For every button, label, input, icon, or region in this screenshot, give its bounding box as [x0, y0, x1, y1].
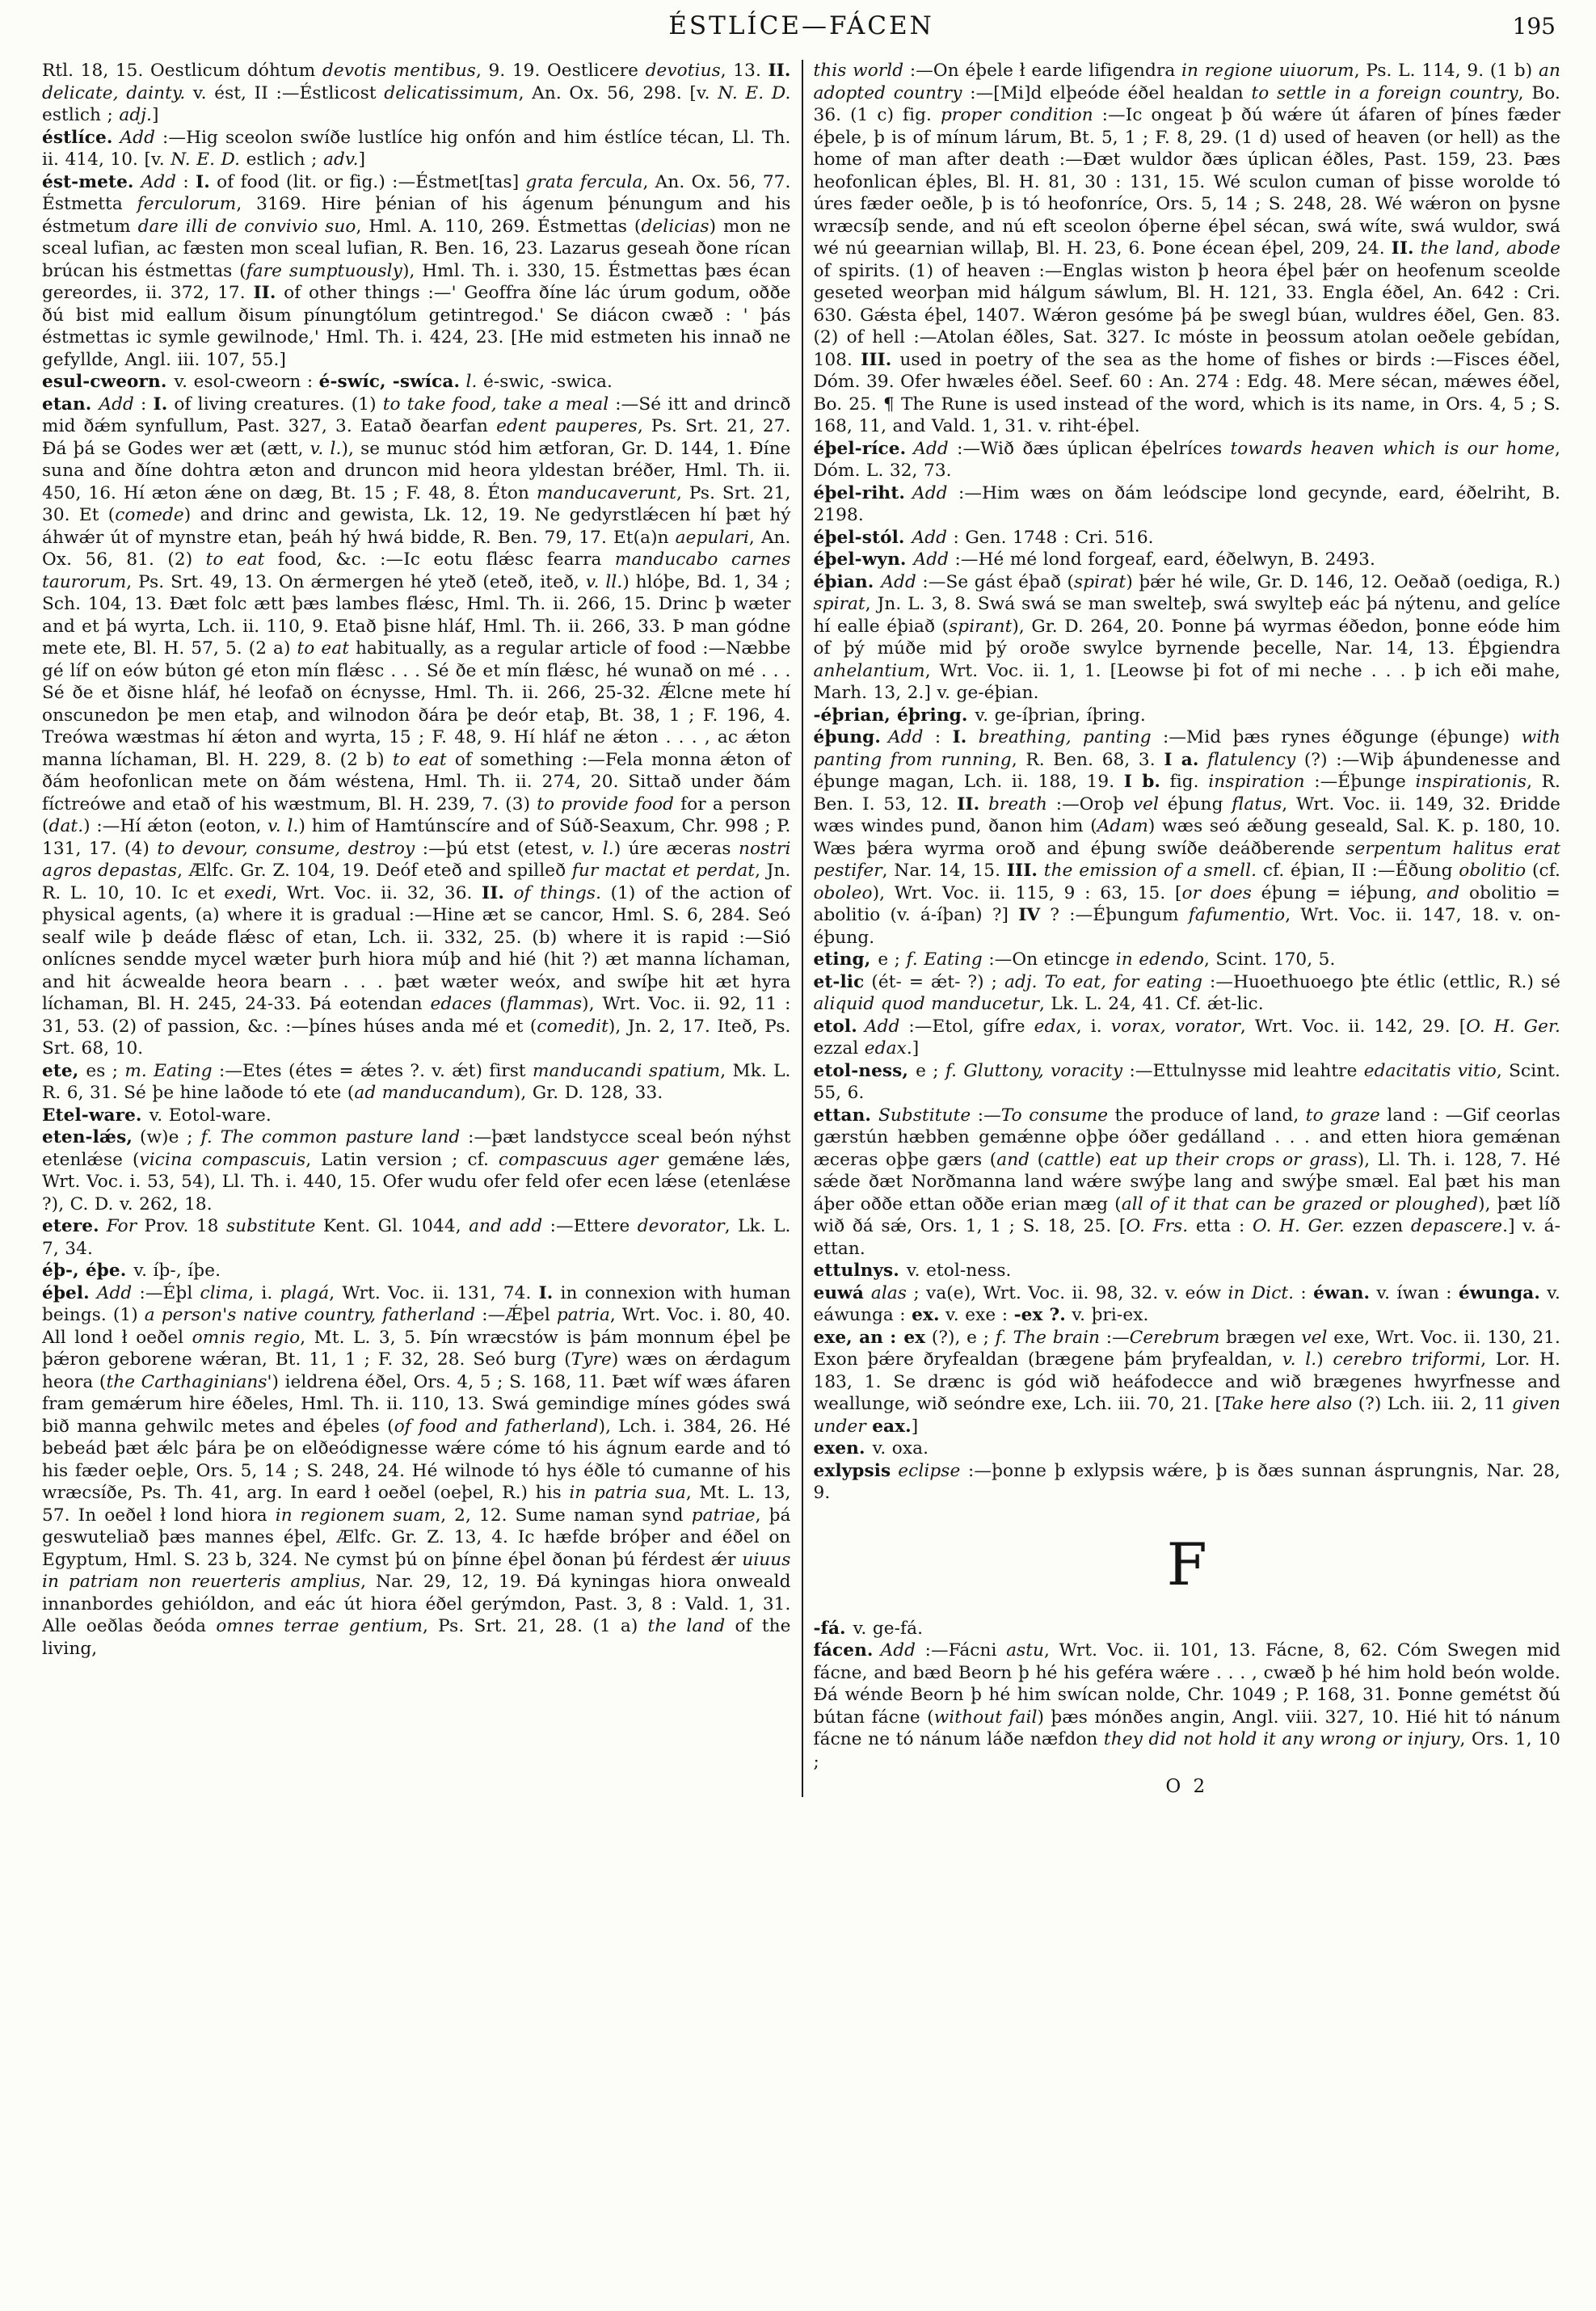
entry-headword: -fá.: [813, 1618, 846, 1639]
dictionary-entry: eten-lǽs, (w)e ; f. The common pasture land :—þæt landstycce sceal beón nýhst etenlǽse (vicina compascuis, Latin version ; cf. compascuus ager gemǽne lǽs, Wrt. Voc. i. 53, 54), Ll. Th. i. 440, 15. Ofer wudu ofer feld ofer ecen lǽse (etenlǽse ?), C. D. v. 262, 18.: [42, 1127, 791, 1214]
dictionary-entry: exen. v. oxa.: [813, 1438, 929, 1459]
dictionary-entry: éþel. Add :—Éþl clima, i. plagá, Wrt. Voc. ii. 131, 74. I. in connexion with human beings. (1) a person's native country, fatherland :—Ǽþel patria, Wrt. Voc. i. 80, 40. All lond ł oeðel omnis regio, Mt. L. 3, 5. Þín wræcstów is þám monnum éþel þe þǽron geborene wǽran, Bt. 11, 1 ; F. 32, 28. Seó burg (Tyre) wæs on ǽrdagum heora (the Carthaginians') ieldrena éðel, Ors. 4, 5 ; S. 168, 11. Þæt wíf wæs áfaren fram gemǽrum hire éðeles, Hml. Th. ii. 110, 13. Swá gemindige mínes gódes swá bið manna gehwilc metes and éþeles (of food and fatherland), Lch. i. 384, 26. Hé bebeád þæt ǽlc þára þe on elðeódignesse wǽre cóme tó his ágnum earde and tó his fæder oeþle, Ors. 5, 14 ; S. 248, 24. Hé wilnode tó hys éðle tó cumanne of his wræcsíðe, Ps. Th. 41, arg. In eard ł oeðel (oeþel, R.) his in patria sua, Mt. L. 13, 57. In oeðel ł lond hiora in regionem suam, 2, 12. Sume naman synd patriae, þá geswuteliað þæs mannes éþel, Ælfc. Gr. Z. 13, 4. Ic hæfde bróþer and éðel on Egyptum, Hml. S. 23 b, 324. Ne cymst þú on þínne éþel ðonan þú férdest ǽr uiuus in patriam non reuerteris amplius, Nar. 29, 12, 19. Ðá kyningas hiora onweald innanbordes gehióldon, and eác út hiora éðel gerýmdon, Past. 3, 8 : Vald. 1, 31. Alle oeðlas ðeóda omnes terrae gentium, Ps. Srt. 21, 28. (1 a) the land of the living,: [42, 1282, 791, 1659]
dictionary-entry: Rtl. 18, 15. Oestlicum dóhtum devotis mentibus, 9. 19. Oestlicere devotius, 13. II. delicate, dainty. v. ést, II :—Éstlicost delicatissimum, An. Ox. 56, 298. [v. N. E. D. estlich ; adj.]: [42, 61, 791, 125]
column-right: [802, 60, 1561, 1797]
entry-headword: ettulnys.: [813, 1261, 899, 1281]
dictionary-entry: this world :—On éþele ł earde lifigendra in regione uiuorum, Ps. L. 114, 9. (1 b) an adopted country :—[Mi]d elþeóde éðel healdan to settle in a foreign country, Bo. 36. (1 c) fig. proper condition :—Ic ongeat þ ðú wǽre út áfaren of þínes fæder éþele, þ is of mínum lárum, Bt. 5, 1 ; F. 8, 29. (1 d) used of heaven (or hell) as the home of man after death :—Ðæt wuldor ðæs úplican éðles, Past. 159, 23. Þæs heofonlican éþles, Bl. H. 81, 30 : 131, 15. Wé sculon cuman of þisse worolde tó úres fæder oeðle, þ is tó heofonríce, Ors. 5, 14 ; S. 248, 28. Wé wǽron on þysne wræcsíþ sende, and nú eft sceolon óþerne éþel sécan, swá wíte, swá wuldor, swá wé nú geearnian willaþ, Bl. H. 23, 6. Þone écean éþel, 209, 24. II. the land, abode of spirits. (1) of heaven :—Englas wiston þ heora éþel þǽr on heofenum sceolde geseted weorþan mid hálgum sáwlum, Bl. H. 121, 33. Engla éðel, An. 642 : Cri. 630. Gǽsta éþel, 1407. Wǽron gesóme þá þe swegl búan, wuldres éðel, Gen. 83. (2) of hell :—Atolan éðles, Sat. 327. Ic móste in þeossum atolan oeðele gebídan, 108. III. used in poetry of the sea as the home of fishes or birds :—Fisces éðel, Dóm. 39. Ofer hwæles éðel. Seef. 60 : An. 274 : Edg. 48. Mere sécan, mǽwes éðel, Bo. 25. ¶ The Rune is used instead of the word, which is its name, in Ors. 4, 5 ; S. 168, 11, and Vald. 1, 31. v. riht-éþel.: [813, 61, 1561, 436]
page-number: 195: [1512, 13, 1556, 40]
dictionary-entry: et-lic (ét- = ǽt- ?) ; adj. To eat, for eating :—Huoethuoego þte étlic (ettlic, R.) sé aliquid quod manducetur, Lk. L. 24, 41. Cf. ǽt-lic.: [813, 971, 1560, 1014]
entry-headword: etol-ness,: [813, 1060, 909, 1081]
entry-headword: et-lic: [813, 971, 865, 992]
entry-headword: etan.: [42, 394, 92, 415]
dictionary-entry: éþel-ríce. Add :—Wið ðæs úplican éþelríces towards heaven which is our home, Dóm. L. 32, 73.: [813, 438, 1560, 481]
entry-headword: etol.: [813, 1016, 857, 1037]
entry-headword: éþel-wyn.: [813, 549, 907, 570]
entry-headword: eting,: [813, 949, 871, 970]
entry-headword: -éþrian, éþring.: [813, 705, 968, 726]
dictionary-entry: -fá. v. ge-fá.: [813, 1618, 924, 1639]
dictionary-entry: eting, e ; f. Eating :—On etincge in edendo, Scint. 170, 5.: [813, 949, 1336, 970]
dictionary-entry: esul-cweorn. v. esol-cweorn : é-swíc, -swíca. l. é-swic, -swica.: [42, 372, 613, 392]
dictionary-entry: éþian. Add :—Se gást éþað (spirat) þǽr hé wile, Gr. D. 146, 12. Oeðað (oediga, R.) spirat, Jn. L. 3, 8. Swá swá se man swelteþ, swá swylteþ eác þá nýtenu, and gelíce hí ealle éþiað (spirant), Gr. D. 264, 20. Þonne þá wyrmas éðedon, þonne eóde him of þý múðe mid þý oroðe swylce byrnende þecelle, Nar. 14, 13. Éþgiendra anhelantium, Wrt. Voc. ii. 1, 1. [Leowse þi fot of mi neche . . . þ ich eði mahe, Marh. 13, 2.] v. ge-éþian.: [813, 571, 1560, 703]
dictionary-entry: éþel-stól. Add : Gen. 1748 : Cri. 516.: [813, 527, 1154, 548]
dictionary-entry: éþel-wyn. Add :—Hé mé lond forgeaf, eard, éðelwyn, B. 2493.: [813, 549, 1375, 570]
entry-headword: euwá: [813, 1282, 864, 1303]
dictionary-entry: Etel-ware. v. Eotol-ware.: [42, 1105, 272, 1126]
entry-headword: éþian.: [813, 571, 874, 592]
entry-headword: esul-cweorn.: [42, 372, 167, 392]
entry-headword: ettan.: [813, 1105, 871, 1126]
dictionary-entry: ettan. Substitute :—To consume the produce of land, to graze land : —Gif ceorlas gærstún hæbben gemǽnne oþþe óðer gedálland . . . and etten hiora gemǽnan æceras oþþe gærs (and (cattle) eat up their crops or grass), Ll. Th. i. 128, 7. Hé sǽde ðæt Norðmanna land wǽre swýþe lang and swýþe smæl. Eal þæt his man áþer oððe ettan oððe erian mæg (all of it that can be grazed or ploughed), þæt líð wið ðá sǽ, Ors. 1, 1 ; S. 18, 25. [O. Frs. etta : O. H. Ger. ezzen depascere.] v. á-ettan.: [813, 1105, 1560, 1259]
dictionary-entry: éþel-riht. Add :—Him wæs on ðám leódscipe lond gecynde, eard, éðelriht, B. 2198.: [813, 482, 1560, 525]
dictionary-entry: éþung. Add : I. breathing, panting :—Mid þæs rynes éðgunge (éþunge) with panting from running, R. Ben. 68, 3. I a. flatulency (?) :—Wiþ áþundenesse and éþunge magan, Lch. ii. 188, 19. I b. fig. inspiration :—Éþunge inspirationis, R. Ben. I. 53, 12. II. breath :—Oroþ vel éþung flatus, Wrt. Voc. ii. 149, 32. Ðridde wæs windes pund, ðanon him (Adam) wæs seó ǽðung geseald, Sal. K. p. 180, 10. Wæs þǽra wyrma oroð and éþung swíðe deáðberende serpentum halitus erat pestifer, Nar. 14, 15. III. the emission of a smell. cf. éþian, II :—Éðung obolitio (cf. oboleo), Wrt. Voc. ii. 115, 9 : 63, 15. [or does éþung = iéþung, and obolitio = abolitio (v. á-íþan) ?] IV ? :—Éþungum fafumentio, Wrt. Voc. ii. 147, 18. v. on-éþung.: [813, 727, 1561, 948]
column-left: [42, 60, 802, 1797]
page-header: [42, 10, 1560, 47]
dictionary-entry: ést-mete. Add : I. of food (lit. or fig.) :—Éstmet[tas] grata fercula, An. Ox. 56, 77. Éstmetta ferculorum, 3169. Hire þénian of his ágenum þénungum and his éstmetum dare illi de convivio suo, Hml. A. 110, 269. Éstmettas (delicias) mon ne sceal lufian, ac fæsten mon sceal lufian, R. Ben. 16, 23. Lazarus geseah ðone rícan brúcan his éstmettas (fare sumptuously), Hml. Th. i. 330, 15. Éstmettas þæs écan gereordes, ii. 372, 17. II. of other things :—' Geoffra ðíne lác úrum godum, oððe ðú bist mid eallum ðisum pínungtólum getintregod.' Se diácon cwæð : ' þás éstmettas ic symle gewilnode,' Hml. Th. i. 424, 23. [He mid estmeten his innað ne gefyllde, Angl. iii. 107, 55.]: [42, 171, 791, 370]
dictionary-entry: ettulnys. v. etol-ness.: [813, 1261, 1012, 1281]
dictionary-entry: exe, an : ex (?), e ; f. The brain :—Cerebrum brægen vel exe, Wrt. Voc. ii. 130, 21. Exon þǽre ðryfealdan (brægene þám þryfealdan, v. l.) cerebro triformi, Lor. H. 183, 1. Se drænc is gód wið heáfodecce and wið brægenes hwyrfnesse and weallunge, wið seóndre exe, Lch. iii. 70, 21. [Take here also (?) Lch. iii. 2, 11 given under eax.]: [813, 1327, 1560, 1437]
entry-headword: exlypsis: [813, 1460, 891, 1481]
dictionary-entry: euwá alas ; va(e), Wrt. Voc. ii. 98, 32. v. eów in Dict. : éwan. v. íwan : éwunga. v. eáwunga : ex. v. exe : -ex ?. v. þri-ex.: [813, 1282, 1560, 1325]
dictionary-entry: éþ-, éþe. v. íþ-, íþe.: [42, 1261, 221, 1281]
dictionary-entry: exlypsis eclipse :—þonne þ exlypsis wǽre, þ is ðæs sunnan ásprungnis, Nar. 28, 9.: [813, 1460, 1560, 1503]
entry-headword: éþel-ríce.: [813, 438, 907, 459]
dictionary-entry: etol. Add :—Etol, gífre edax, i. vorax, vorator, Wrt. Voc. ii. 142, 29. [O. H. Ger. ezzal edax.]: [813, 1016, 1560, 1059]
entry-headword: éstlíce.: [42, 127, 113, 148]
entry-headword: ete,: [42, 1060, 79, 1081]
entry-headword: exe, an :: [813, 1327, 897, 1348]
entry-headword: exen.: [813, 1438, 865, 1459]
dictionary-entry: etan. Add : I. of living creatures. (1) to take food, take a meal :—Sé itt and drincð mid ðǽm synfullum, Past. 327, 3. Eatað ðearfan edent pauperes, Ps. Srt. 21, 27. Ðá þá se Godes wer æt (ætt, v. l.), se munuc stód him ætforan, Gr. D. 144, 1. Ðíne suna and ðíne dohtra æton and druncon mid heora yldestan bréðer, Hml. Th. ii. 450, 16. Hí æton ǽne on dæg, Bt. 15 ; F. 48, 8. Éton manducaverunt, Ps. Srt. 21, 30. Et (comede) and drinc and gewista, Lk. 12, 19. Ne gedyrstlǽcen hí þæt hý áhwǽr út of mynstre etan, þeáh hý hwá bidde, R. Ben. 79, 17. Et(a)n aepulari, An. Ox. 56, 81. (2) to eat food, &c. :—Ic eotu flǽsc fearra manducabo carnes taurorum, Ps. Srt. 49, 13. On ǽrmergen hé yteð (eteð, iteð, v. ll.) hlóþe, Bd. 1, 34 ; Sch. 104, 13. Ðæt folc ætt þæs lambes flǽsc, Hml. Th. ii. 266, 15. Drinc þ wæter and et þá wyrta, Lch. ii. 110, 9. Etað þisne hláf, Hml. Th. ii. 266, 33. Þ man gódne mete ete, Bl. H. 57, 5. (2 a) to eat habitually, as a regular article of food :—Næbbe gé líf on eów búton gé eton mín flǽsc . . . Sé ðe et mín flǽsc, hé wunað on mé . . . Sé ðe et ðisne hláf, hé leofað on écnysse, Hml. Th. ii. 266, 25-32. Ǽlcne mete hí onscunedon þe men etaþ, and wilnodon ðára þe deór etaþ, Bt. 38, 1 ; F. 196, 4. Treówa wæstmas hí ǽton and wyrta, 15 ; F. 48, 9. Hí hláf ne ǽton . . . , ac ǽton manna líchaman, Bl. H. 229, 8. (2 b) to eat of something :—Fela monna ǽton of ðám heofonlican mete on ðám wéstena, Hml. Th. ii. 274, 20. Sittað under ðám fíctreówe and etað of his wæstmum, Bl. H. 239, 7. (3) to provide food for a person (dat.) :—Hí ǽton (eoton, v. l.) him of Hamtúnscíre and of Súð-Seaxum, Chr. 998 ; P. 131, 17. (4) to devour, consume, destroy :—þú etst (etest, v. l.) úre æceras nostri agros depastas, Ælfc. Gr. Z. 104, 19. Deóf eteð and spilleð fur mactat et perdat, Jn. R. L. 10, 10. Ic et exedi, Wrt. Voc. ii. 32, 36. II. of things. (1) of the action of physical agents, (a) where it is gradual :—Hine æt se cancor, Hml. S. 6, 284. Seó sealf wile þ deáde flǽsc of etan, Lch. ii. 332, 25. (b) where it is rapid :—Sió onlícnes sendde mycel wæter þurh hiora múþ and hié (hit ?) æt manna líchaman, and hit ácwealde heora bearn . . . þæt wæter weóx, and swíþe hit æt hyra líchaman, Bl. H. 245, 24-33. Þá eotendan edaces (flammas), Wrt. Voc. ii. 92, 11 : 31, 53. (2) of passion, &c. :—þínes húses anda mé et (comedit), Jn. 2, 17. Iteð, Ps. Srt. 68, 10.: [42, 394, 791, 1059]
section-letter: F: [1166, 1530, 1207, 1598]
dictionary-entry: etere. For Prov. 18 substitute Kent. Gl. 1044, and add :—Ettere devorator, Lk. L. 7, 34.: [42, 1216, 791, 1259]
entry-headword: etere.: [42, 1216, 99, 1236]
entry-headword: éþel-riht.: [813, 482, 906, 503]
entry-headword: éþ-, éþe.: [42, 1261, 127, 1281]
dictionary-entry: fácen. Add :—Fácni astu, Wrt. Voc. ii. 101, 13. Fácne, 8, 62. Cóm Swegen mid fácne, and bæd Beorn þ hé his geféra wǽre . . . , cwæð þ hé him hold beón wolde. Ðá wénde Beorn þ hé him swícan nolde, Chr. 1049 ; P. 168, 31. Þonne gemétst ðú bútan fácne (without fail) þæs mónðes angin, Angl. viii. 327, 10. Hié hit tó nánum fácne ne tó nánum láðe næfdon they did not hold it any wrong or injury, Ors. 1, 10 ;: [813, 1640, 1560, 1772]
dictionary-entry: -éþrian, éþring. v. ge-íþrian, íþring.: [813, 705, 1146, 726]
entry-headword: éþung.: [813, 727, 881, 747]
entry-headword: éþel.: [42, 1282, 90, 1303]
dictionary-entry: ete, es ; m. Eating :—Etes (étes = ǽtes ?. v. ǽt) first manducandi spatium, Mk. L. R. 6, 31. Sé þe hine laðode tó ete (ad manducandum), Gr. D. 128, 33.: [42, 1060, 791, 1103]
entry-headword: Etel-ware.: [42, 1105, 142, 1126]
dictionary-entry: éstlíce. Add :—Hig sceolon swíðe lustlíce hig onfón and him éstlíce técan, Ll. Th. ii. 414, 10. [v. N. E. D. estlich ; adv.]: [42, 127, 791, 170]
text-columns: [42, 60, 1560, 1797]
entry-headword: fácen.: [813, 1640, 874, 1661]
running-head-title: ÉSTLÍCE—FÁCEN: [668, 11, 934, 40]
entry-headword: eten-lǽs,: [42, 1127, 133, 1147]
entry-headword: ést-mete.: [42, 171, 134, 192]
printer-signature: O 2: [1165, 1776, 1209, 1797]
entry-headword: éþel-stól.: [813, 527, 905, 548]
dictionary-entry: etol-ness, e ; f. Gluttony, voracity :—Ettulnysse mid leahtre edacitatis vitio, Scint. 55, 6.: [813, 1060, 1560, 1103]
